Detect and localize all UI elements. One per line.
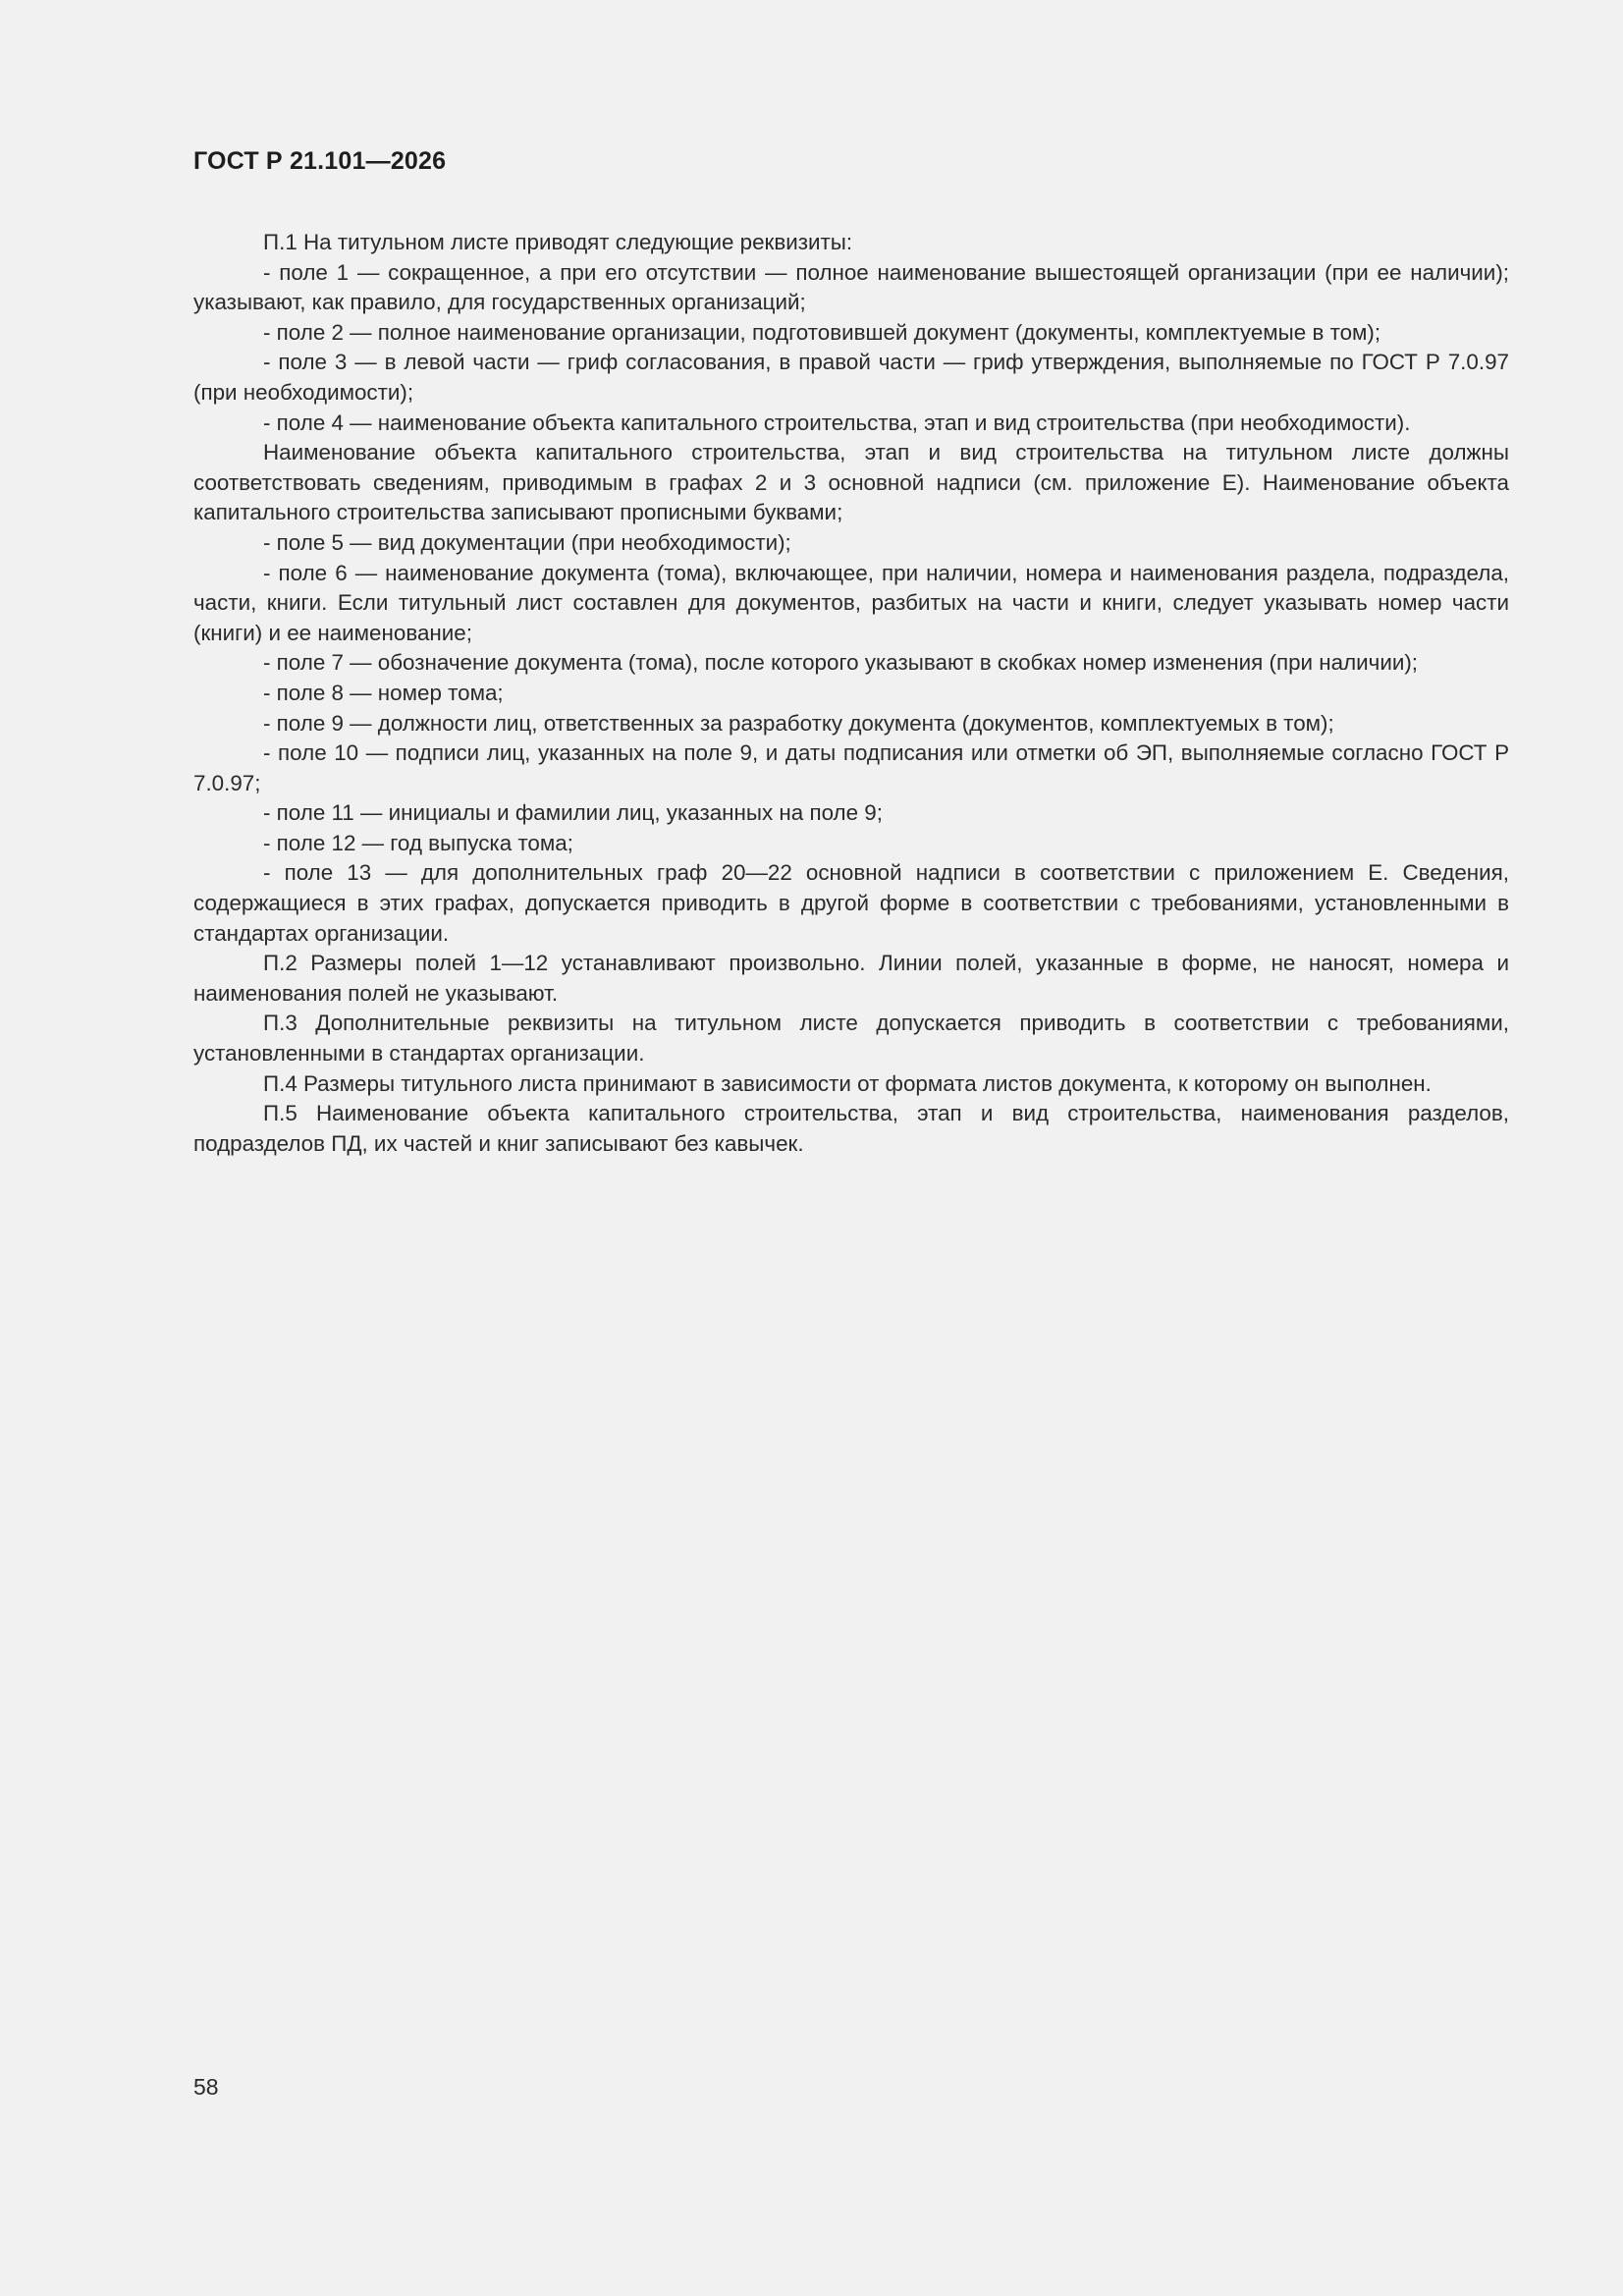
paragraph-object-name: Наименование объекта капитального строительства, этап и вид строительства на титульном листе должны соответствовать сведениям, приводимым в графах 2 и 3 основной надписи (см. приложение Е). Наименование объекта капитального строительства записывают прописными буквами; — [193, 440, 1509, 525]
list-item-field-4: - поле 4 — наименование объекта капитального строительства, этап и вид строительства (при необходимости). — [263, 410, 1411, 435]
document-header: ГОСТ Р 21.101—2026 — [193, 147, 447, 175]
list-item-field-1: - поле 1 — сокращенное, а при его отсутствии — полное наименование вышестоящей организации (при ее наличии); указывают, как правило, для государственных организаций; — [193, 259, 1509, 315]
paragraph-p3: П.3 Дополнительные реквизиты на титульном листе допускается приводить в соответствии с требованиями, установленными в стандартах организации. — [193, 1011, 1509, 1066]
list-item-field-10: - поле 10 — подписи лиц, указанных на поле 9, и даты подписания или отметки об ЭП, выполняемые согласно ГОСТ Р 7.0.97; — [193, 740, 1509, 795]
paragraph-p5: П.5 Наименование объекта капитального строительства, этап и вид строительства, наименования разделов, подразделов ПД, их частей и книг записывают без кавычек. — [193, 1101, 1509, 1156]
list-item-field-6: - поле 6 — наименование документа (тома), включающее, при наличии, номера и наименования раздела, подраздела, части, книги. Если титульный лист составлен для документов, разбитых на части и книги, следует указывать номер части (книги) и ее наименование; — [193, 560, 1509, 645]
list-item-field-9: - поле 9 — должности лиц, ответственных за разработку документа (документов, комплектуемых в том); — [263, 710, 1334, 736]
list-item-field-5: - поле 5 — вид документации (при необходимости); — [263, 529, 791, 555]
list-item-field-12: - поле 12 — год выпуска тома; — [263, 830, 573, 855]
list-item-field-13: - поле 13 — для дополнительных граф 20—22 основной надписи в соответствии с приложением Е. Сведения, содержащиеся в этих графах, допускается приводить в другой форме в соответствии с требованиями, установленными в стандартах организации. — [193, 860, 1509, 946]
list-item-field-2: - поле 2 — полное наименование организации, подготовившей документ (документы, комплектуемые в том); — [263, 319, 1381, 345]
list-item-field-8: - поле 8 — номер тома; — [263, 680, 504, 705]
paragraph-p2: П.2 Размеры полей 1—12 устанавливают произвольно. Линии полей, указанные в форме, не наносят, номера и наименования полей не указывают. — [193, 951, 1509, 1006]
body-text — [193, 228, 1509, 1159]
paragraph-p4: П.4 Размеры титульного листа принимают в зависимости от формата листов документа, к которому он выполнен. — [263, 1070, 1432, 1096]
page-number: 58 — [193, 2074, 219, 2100]
list-item-field-7: - поле 7 — обозначение документа (тома), после которого указывают в скобках номер изменения (при наличии); — [263, 650, 1419, 676]
paragraph-p1: П.1 На титульном листе приводят следующие реквизиты: — [263, 230, 853, 254]
list-item-field-3: - поле 3 — в левой части — гриф согласования, в правой части — гриф утверждения, выполняемые по ГОСТ Р 7.0.97 (при необходимости); — [193, 350, 1509, 405]
list-item-field-11: - поле 11 — инициалы и фамилии лиц, указанных на поле 9; — [263, 800, 883, 826]
